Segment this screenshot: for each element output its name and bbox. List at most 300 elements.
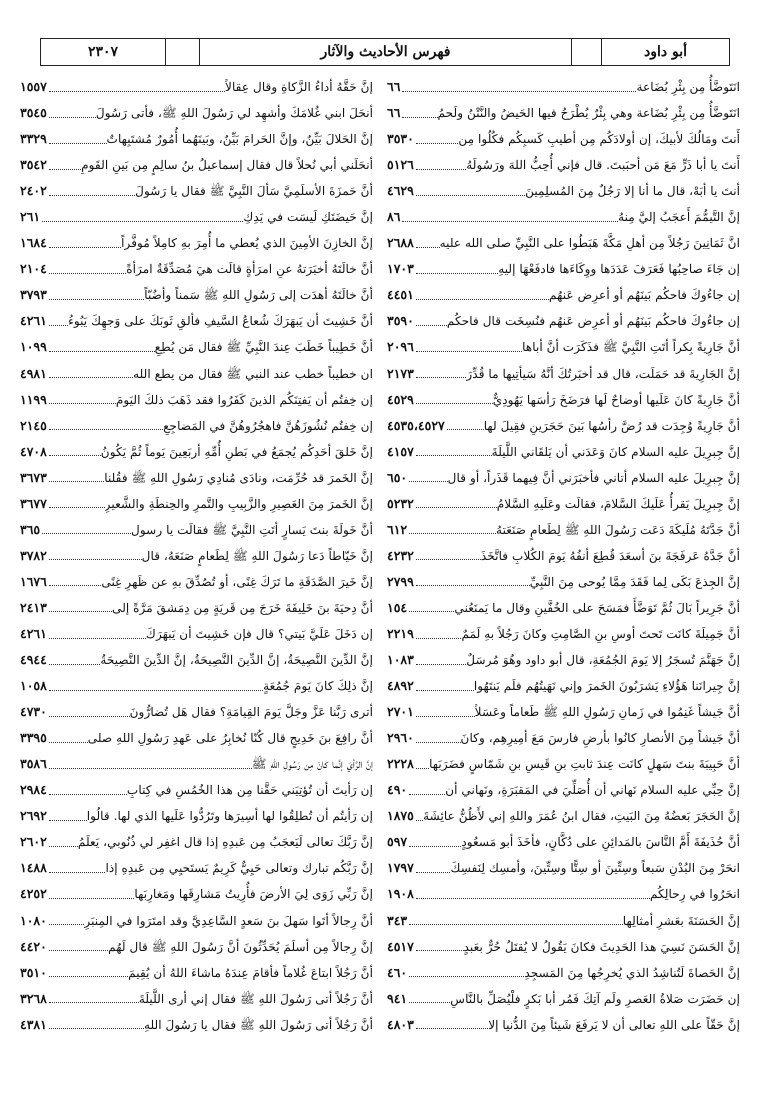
entry-text: أنَّ جَدَّهُ عَرفَجَةَ بنَ أسعَدَ قُطِعَ أنفُهُ يَومَ الكُلابِ فاتَّخَذَ <box>480 548 740 563</box>
dot-leader <box>49 846 78 847</box>
index-entry <box>387 960 740 986</box>
entry-text: إنَّ الجَارِيةَ قد حَمَلَت، قال قد أخبَرتُكَ أنَّهُ سَيأتِيها ما قُدِّرَ <box>466 366 740 381</box>
dot-leader <box>416 559 481 560</box>
index-entry <box>387 439 740 465</box>
index-entry <box>20 491 373 517</box>
entry-text: أَنتَ ومَالُكَ لأبيكَ، إن أولادَكُم مِن أطيبِ كَسبِكُم فكُلُوا مِن <box>458 132 740 147</box>
index-entry <box>20 647 373 673</box>
entry-text: أنَّ خَشِيتَ أن يَبهَرَكَ شُعاعُ السَّيفِ فألقِ ثَوبَكَ على وَجهِكَ يَبُوءُ <box>68 314 373 329</box>
entry-text: إنَّ الخازِنَ الأمِينَ الذي يُعطي ما أُمِرَ بهِ كامِلاً مُوفَّراً <box>121 236 373 251</box>
index-entry <box>20 204 373 230</box>
entry-text: انَتَوضَّأُ مِن بِئْرِ بُضَاعة وهي بِئْرٌ يُطْرَحُ فيها الحَيضُ والنَّتْنُ ولَحمُ <box>437 106 740 121</box>
dot-leader <box>416 325 447 326</box>
index-entry <box>387 282 740 308</box>
entry-number: ٤٧٠٨ <box>20 443 47 459</box>
entry-number: ٣٥٣٠ <box>387 131 414 147</box>
index-columns <box>20 74 740 1084</box>
entry-number: ١٨٧٥ <box>387 808 414 824</box>
entry-number: ٣٥٨٦ <box>20 756 47 772</box>
entry-text: أنَّ جَارِيةً بِكراً أتَتِ النَّبِيَّ ﷺ فذَكَرَت أنَّ أباها <box>522 340 740 355</box>
dot-leader <box>416 195 525 196</box>
index-entry <box>20 230 373 256</box>
entry-number: ٤٥٣٥،٤٥٢٧ <box>387 417 445 433</box>
entry-number: ٣٦٥ <box>20 521 41 537</box>
entry-text: أنَّ حُذَيفَةَ أَمَّ النَّاسَ بالمَدائِنِ على دُكَّانٍ، فأخَذَ أبو مَسعُودٍ <box>461 835 740 850</box>
entry-number: ٤٦٠ <box>387 964 408 980</box>
entry-text: إنَّ جِبرِيلَ عليه السلام أتاني فأخبَرَني أنَّ فِيهما قَذَراً، أو قال <box>447 470 740 485</box>
entry-number: ٥٢٣٢ <box>387 495 414 511</box>
entry-text: أنَّ رَجُلاً أتى رَسُولَ اللهِ ﷺ فقال إني أرى اللَّيلَةَ <box>138 991 373 1006</box>
entry-number: ٢٦١ <box>20 209 41 225</box>
entry-text: إنَّ التَّيمُّمَ أَعجَبُ إليَّ مِنهُ <box>618 210 740 225</box>
index-entry <box>20 960 373 986</box>
index-entry <box>20 74 373 100</box>
entry-text: انَّ ثَمَانِينَ رَجُلاً مِن أهلِ مَكَّةَ هَبَطُوا على النَّبِيِّ صلى الله عليه <box>439 236 740 251</box>
dot-leader <box>49 325 68 326</box>
entry-number: ١٤٨٨ <box>20 860 47 876</box>
page-number: ٢٣٠٧ <box>87 44 119 60</box>
entry-number: ٣٧٨٢ <box>20 547 47 563</box>
dot-leader <box>416 585 530 586</box>
dot-leader <box>49 351 155 352</box>
index-entry <box>387 256 740 282</box>
entry-text: أنَّ خالَتَهُ أهدَت إلى رَسُولِ اللهِ ﷺ سَمناً وأضُبّاً <box>144 288 373 303</box>
dot-leader <box>49 716 130 717</box>
dot-leader <box>49 611 112 612</box>
dot-leader <box>416 169 466 170</box>
index-entry <box>387 100 740 126</box>
dot-leader <box>416 638 462 639</box>
index-entry <box>387 569 740 595</box>
dot-leader <box>447 429 484 430</box>
index-title: فهرس الأحاديث والآثار <box>199 39 571 65</box>
dot-leader <box>409 924 623 925</box>
entry-number: ٤٦٢٩ <box>387 183 414 199</box>
index-entry <box>20 855 373 881</box>
entry-text: إنَّ الرَّأيَ إنَّما كانَ مِن رَسُولِ اللهِ ﷺ <box>251 757 373 772</box>
index-entry <box>20 152 373 178</box>
dot-leader <box>49 481 104 482</box>
entry-text: ان خطيباً خطب عند النبي ﷺ فقال من يطع الله <box>133 366 373 381</box>
index-entry <box>20 178 373 204</box>
index-entry <box>20 725 373 751</box>
dot-leader <box>49 950 108 951</box>
entry-text: إنَّ جِبرِيلَ يَقرأُ عَلَيكَ السَّلامَ، فقالَت وعَلَيهِ السَّلامُ <box>496 496 740 511</box>
index-entry <box>387 491 740 517</box>
entry-number: ٦٦ <box>387 79 401 94</box>
entry-number: ٤٢٣٢ <box>387 547 414 563</box>
entry-number: ١٦٧٦ <box>20 573 47 589</box>
right-column <box>387 74 740 1084</box>
entry-number: ٤٤٥١ <box>387 287 414 303</box>
entry-number: ٦٥٠ <box>387 469 408 485</box>
index-entry <box>387 361 740 387</box>
entry-text: أنَّ رافِعَ بنَ خَدِيجٍ قال كُنّا نُخابِرُ على عَهدِ رَسُولِ اللهِ صلى <box>87 731 373 746</box>
entry-number: ٢٩٨٤ <box>20 782 47 798</box>
dot-leader <box>49 299 144 300</box>
dot-leader <box>416 455 492 456</box>
entry-number: ٤٨٩٢ <box>387 678 414 694</box>
entry-text: انحَرْ مِنَ البُدْنِ سَبعاً وسِتِّينَ أو سِتًّا وسِتِّينَ، وأمسِك لِنَفسِكَ <box>450 861 740 876</box>
entry-number: ٣٢٦٨ <box>20 990 47 1006</box>
entry-number: ٢٢١٩ <box>387 625 414 641</box>
index-entry <box>387 334 740 360</box>
entry-text: إن رَأيتَ أن تُؤتِيَني حَقَّنا مِن هذا الخُمُسِ في كِتابِ <box>126 783 373 798</box>
entry-number: ١٦٨٤ <box>20 235 47 251</box>
entry-text: إنَّ الحَسَنَ نَسِيَ هذا الحَدِيثَ فكانَ يَقُولُ لا يُقتَلُ حُرٌّ بعَبدٍ <box>463 939 740 954</box>
entry-text: إنَّ جِيرانَنا هَؤُلاءِ يَشرَبُونَ الخَمرَ وإني نَهَيتُهُم فلَم يَنتَهُوا <box>473 679 740 694</box>
entry-number: ٤٥١٧ <box>387 938 414 954</box>
entry-text: أنَّ حَمزَةَ الأسلَمِيَّ سَألَ النَّبِيَّ ﷺ فقال يا رَسُولَ <box>135 184 373 199</box>
dot-leader <box>416 507 497 508</box>
dot-leader <box>49 117 96 118</box>
entry-number: ٣٥٤٢ <box>20 157 47 173</box>
index-entry <box>387 986 740 1012</box>
entry-text: أنَّ جَارِيةً وُجِدَت قد رُضَّ رأسُها بَينَ حَجَرَينِ فقِيلَ لها <box>483 418 740 433</box>
entry-text: إنَّ الدِّينَ النَّصِيحَةُ، إنَّ الدِّينَ النَّصِيحَةُ، إنَّ الدِّينَ النَّصِيحَةُ <box>100 653 373 668</box>
dot-leader <box>416 872 451 873</box>
dot-leader <box>416 820 423 821</box>
entry-number: ٢٦٩٢ <box>20 808 47 824</box>
entry-number: ١٠٨٣ <box>387 652 414 668</box>
dot-leader <box>49 143 107 144</box>
entry-text: إنَّ جِبرِيلَ عليه السلام كانَ وَعَدَني أن يَلقَاني اللَّيلَةَ <box>491 444 740 459</box>
dot-leader <box>49 273 126 274</box>
index-entry <box>387 725 740 751</box>
index-entry <box>387 777 740 803</box>
index-entry <box>20 126 373 152</box>
dot-leader <box>49 768 252 769</box>
dot-leader <box>409 1002 450 1003</box>
header-spacer-left <box>165 39 199 65</box>
dot-leader <box>409 611 454 612</box>
entry-text: إنَّ حَيضَتَكِ لَيسَت في يَدِكِ <box>243 210 373 225</box>
entry-number: ٤٢٥٢ <box>20 886 47 902</box>
entry-number: ١٥٥٧ <box>20 79 47 94</box>
entry-text: إنَّ الحَجَرَ بَعضُهُ مِنَ البَيتِ، فقال ابنُ عُمَرَ واللهِ إني لأَظُنُّ عائِشَةَ <box>423 809 740 824</box>
index-entry <box>20 777 373 803</box>
entry-text: إن حَضَرَت صَلاةُ العَصرِ ولَم آتِكَ فَمُر أبا بَكرٍ فلْيُصَلِّ بالنَّاسِ <box>450 991 740 1006</box>
index-entry <box>20 803 373 829</box>
entry-text: أَنتَ يا أبا ذَرٍّ مَعَ مَن أحبَبتَ. قال فإني أُحِبُّ اللهَ ورَسُولَهُ <box>466 158 740 173</box>
dot-leader <box>49 1028 144 1029</box>
dot-leader <box>49 507 105 508</box>
dot-leader <box>49 976 128 977</box>
entry-text: إنَّ الحَسَنَةَ بعَشرِ أمثالِها <box>622 913 740 928</box>
index-entry <box>20 986 373 1012</box>
index-entry <box>20 439 373 465</box>
entry-number: ٣٥٩٠ <box>387 313 414 329</box>
entry-number: ٤٣٨١ <box>20 1016 47 1032</box>
entry-number: ٢٦٨٨ <box>387 235 414 251</box>
dot-leader <box>42 533 131 534</box>
index-entry <box>387 595 740 621</box>
entry-number: ٩٤١ <box>387 990 408 1006</box>
dot-leader <box>416 950 464 951</box>
entry-text: أنحَلَني أبي نُحلاً قال فقال إسماعيلُ بنُ سالِمٍ مِن بَينِ القَومِ <box>81 158 373 173</box>
entry-number: ٤٨٠٣ <box>387 1016 414 1032</box>
entry-number: ٤٩٠ <box>387 782 408 798</box>
entry-number: ٣٣٢٩ <box>20 131 47 147</box>
dot-leader <box>416 742 461 743</box>
index-entry <box>387 543 740 569</box>
entry-number: ٤٥٢٩ <box>387 391 414 407</box>
dot-leader <box>416 403 493 404</box>
header-spacer-right <box>571 39 601 65</box>
dot-leader <box>49 742 88 743</box>
entry-number: ٢٧٩٩ <box>387 573 414 589</box>
index-entry <box>387 934 740 960</box>
dot-leader <box>409 533 496 534</box>
entry-text: إنَّ رَبِّي زَوَى لِيَ الأرضَ فأُرِيتُ مَشارِقَها ومَغارِبَها <box>134 887 373 902</box>
dot-leader <box>49 1002 139 1003</box>
entry-text: إن خِفتُم أن يَفتِنَكُم الذينَ كَفَرُوا فقد ذَهَبَ ذلكَ اليَومَ <box>115 392 373 407</box>
index-entry <box>20 334 373 360</box>
dot-leader <box>416 1028 488 1029</box>
index-entry <box>387 908 740 934</box>
index-entry <box>387 74 740 100</box>
dot-leader <box>49 690 263 691</box>
entry-text: أنَّ حَبِيبَةَ بنتَ سَهلٍ كانَت عِندَ ثابتِ بنِ قَيسِ بنِ شَمّاسٍ فضَرَبَها <box>429 757 740 772</box>
entry-number: ٣٤٣ <box>387 912 408 928</box>
entry-number: ٨٦ <box>387 209 401 225</box>
entry-text: إنَّ الجِذعَ بَكَى لِما فَقَدَ مِمَّا يُوحى مِنَ النَّبِيِّ <box>529 574 740 589</box>
index-entry <box>20 621 373 647</box>
index-entry <box>387 647 740 673</box>
entry-number: ٢١٤٥ <box>20 417 47 433</box>
index-entry <box>387 204 740 230</box>
index-entry <box>20 413 373 439</box>
page-header <box>40 38 730 66</box>
entry-number: ٥٩٧ <box>387 834 408 850</box>
entry-text: إنَّ خَيرَ الصَّدَقَةِ ما تَرَكَ غِنًى، أو تُصُدِّقَ بهِ عن ظَهرِ غِنًى <box>101 574 373 589</box>
entry-text: أنَّ دِحيَةَ بنَ خَلِيفَةَ خَرَجَ مِن قَريَةٍ مِن دِمَشقَ مَرَّةً إلى <box>112 600 373 615</box>
dot-leader <box>49 429 163 430</box>
entry-number: ٤١٥٧ <box>387 443 414 459</box>
entry-text: إنَّ الحَصاةَ لَتُناشِدُ الذي يُخرِجُها مِنَ المَسجِدِ <box>524 965 740 980</box>
dot-leader <box>49 169 81 170</box>
entry-number: ١٧٩٧ <box>387 860 414 876</box>
entry-text: إنَّ رِجالاً مِن أسلَمَ يُحَدِّثُونَ أنَّ رَسُولَ اللهِ ﷺ قال لَهُم <box>108 939 373 954</box>
index-entry <box>20 308 373 334</box>
entry-text: إن خِفتُم نُشُوزَهُنَّ فاهجُرُوهُنَّ في المَضاجِعِ <box>163 418 373 433</box>
dot-leader <box>416 299 549 300</box>
entry-number: ٣٥٤٥ <box>20 105 47 121</box>
entry-text: إن جاءُوكَ فاحكُم بَينَهُم أو أعرِض عَنهُم <box>549 288 740 303</box>
entry-number: ١٠٨٠ <box>20 912 47 928</box>
index-entry <box>387 152 740 178</box>
index-entry <box>387 178 740 204</box>
index-entry <box>387 621 740 647</box>
index-entry <box>387 126 740 152</box>
book-title: أبو داود <box>601 39 729 65</box>
entry-text: إن جَاءَ صاحِبُها فَعَرَفَ عَدَدَها ووِكَاءَها فادفَعْهَا إليهِ <box>498 262 740 277</box>
index-entry <box>20 361 373 387</box>
dot-leader <box>416 247 440 248</box>
dot-leader <box>416 690 474 691</box>
entry-text: إنَّ جَهَنَّمَ تُسجَرُ إلا يَومَ الجُمُعَةِ، قال أبو داود وهُوَ مُرسَلٌ <box>466 653 740 668</box>
entry-text: أنحَلَ ابني غُلامَكَ وأشهِد لي رَسُولَ اللهِ ﷺ، فأتى رَسُولَ <box>95 106 373 121</box>
dot-leader <box>402 91 636 92</box>
dot-leader <box>49 377 133 378</box>
entry-number: ٢١٧٣ <box>387 365 414 381</box>
entry-number: ٢٤٠٢ <box>20 183 47 199</box>
index-entry <box>387 517 740 543</box>
dot-leader <box>402 117 437 118</box>
dot-leader <box>416 768 429 769</box>
entry-number: ٣٦٧٧ <box>20 495 47 511</box>
index-entry <box>387 308 740 334</box>
index-entry <box>20 100 373 126</box>
left-column <box>20 74 373 1084</box>
dot-leader <box>49 872 106 873</box>
index-entry <box>387 413 740 439</box>
entry-number: ٣٦٧٣ <box>20 469 47 485</box>
dot-leader <box>416 898 650 899</box>
index-entry <box>387 829 740 855</box>
entry-number: ٣٣٩٥ <box>20 730 47 746</box>
index-entry <box>387 881 740 907</box>
entry-text: إن رَأيتُم أن تُطلِقُوا لها أسِيرَها وتَرُدُّوا عَلَيها الذي لها. قالُوا <box>86 809 373 824</box>
entry-text: إنَّ رَبَّكَ تعالى لَيَعجَبُ مِن عَبدِهِ إذا قال اغفِر لي ذُنُوبي، يَعلَمُ <box>77 835 373 850</box>
dot-leader <box>409 846 461 847</box>
dot-leader <box>49 664 100 665</box>
entry-number: ١٠٥٨ <box>20 678 47 694</box>
entry-number: ١٠٩٩ <box>20 339 47 355</box>
index-entry <box>387 465 740 491</box>
entry-text: إنَّ الخَمرَ قد حُرِّمَت، ونادَى مُنادِي رَسُولِ اللهِ ﷺ فقُلنا <box>104 470 373 485</box>
index-entry <box>387 1012 740 1038</box>
index-entry <box>20 595 373 621</box>
entry-number: ٢٤١٣ <box>20 599 47 615</box>
dot-leader <box>49 195 135 196</box>
entry-number: ٢٦٠٢ <box>20 834 47 850</box>
entry-text: أنَّ رَجُلاً أتى رَسُولَ اللهِ ﷺ فقال يا رَسُولَ اللهِ <box>143 1017 373 1032</box>
entry-text: إنَّ خَلقَ أحَدِكُم يُجمَعُ في بَطنِ أُمِّهِ أربَعِينَ يَوماً ثُمَّ يَكُونُ <box>100 444 373 459</box>
dot-leader <box>416 273 498 274</box>
dot-leader <box>49 898 135 899</box>
entry-text: انحَرُوا في رِحالِكُم <box>649 887 740 902</box>
entry-text: إن دَخَلَ عَلَيَّ بَيتي؟ قال فإن خَشِيتَ أن يَبهَرَكَ <box>145 626 373 641</box>
index-entry <box>20 465 373 491</box>
entry-number: ٢١٠٤ <box>20 261 47 277</box>
dot-leader <box>49 924 85 925</box>
entry-number: ١٧٠٣ <box>387 261 414 277</box>
entry-number: ٤٢٦١ <box>20 313 47 329</box>
dot-leader <box>409 976 524 977</box>
entry-text: إن جاءُوكَ فاحكُم بَينَهُم أو أعرِض عَنهُم فنُسِخَت قال فاحكُم <box>446 314 740 329</box>
dot-leader <box>402 221 618 222</box>
entry-number: ٢٩٦٠ <box>387 730 414 746</box>
entry-text: إنَّ رَبَّكُم تبارك وتعالى حَيِيٌّ كَرِيمٌ يَستَحيِي مِن عَبدِهِ إذا <box>105 861 373 876</box>
entry-number: ٢٠٩٦ <box>387 339 414 355</box>
index-entry <box>387 230 740 256</box>
index-entry <box>387 699 740 725</box>
entry-text: أنَّ جَارِيةً كانَ عَلَيها أوضاحٌ لَها فرَضَخَ رَأسَها يَهُودِيٌّ <box>492 392 740 407</box>
entry-text: أنَّ خَطِيباً خَطَبَ عِندَ النَّبِيِّ ﷺ فقال مَن يُطِعِ <box>154 340 373 355</box>
dot-leader <box>416 664 466 665</box>
dot-leader <box>416 377 467 378</box>
dot-leader <box>49 455 101 456</box>
index-entry <box>20 256 373 282</box>
entry-text: أنَّ جَيشاً غَنِمُوا في زَمانِ رَسُولِ اللهِ ﷺ طَعاماً وعَسَلاً <box>474 705 740 720</box>
entry-text: أنَّ رَجُلاً ابتاعَ غُلاماً فأقامَ عِندَهُ ماشاءَ اللهُ أن يُقِيمَ <box>128 965 373 980</box>
entry-text: إنَّ حَقّاً على اللهِ تعالى أن لا يَرفَعَ شَيئاً مِنَ الدُّنيا إلا <box>488 1017 740 1032</box>
entry-text: أنَّ رِجالاً أتَوا سَهلَ بنَ سَعدٍ السَّاعِدِيَّ وقد امتَرَوا في المِنبَرِ <box>84 913 373 928</box>
dot-leader <box>42 221 243 222</box>
index-entry <box>20 881 373 907</box>
entry-number: ٦١٢ <box>387 521 408 537</box>
entry-number: ٣٧٩٣ <box>20 287 47 303</box>
entry-text: أترى رَبَّنا عَزَّ وجَلَّ يَومَ القِيامَةِ؟ فقال هَل تُضارُّونَ <box>129 705 373 720</box>
entry-text: إنَّ الحَلالَ بَيِّنٌ، وإنَّ الحَرامَ بَيِّنٌ، وبَينَهُما أُمُورٌ مُشتَبِهاتٌ <box>106 132 373 147</box>
entry-number: ٢٢٢٨ <box>387 756 414 772</box>
dot-leader <box>409 794 445 795</box>
entry-text: أنَّ جَيشاً مِنَ الأنصارِ كانُوا بأرضِ فارسَ مَعَ أمِيرِهِم، وكانَ <box>460 731 740 746</box>
entry-number: ٦٦ <box>387 105 401 121</box>
dot-leader <box>49 585 101 586</box>
index-entry <box>20 1012 373 1038</box>
entry-number: ٤٢٦١ <box>20 625 47 641</box>
dot-leader <box>416 143 458 144</box>
index-entry <box>387 855 740 881</box>
entry-text: إنَّ الخَمرَ مِنَ العَصِيرِ والزَّبِيبِ والتَّمرِ والحِنطَةِ والشَّعيرِ <box>104 496 373 511</box>
dot-leader <box>49 820 87 821</box>
index-entry <box>20 543 373 569</box>
index-entry <box>387 673 740 699</box>
index-entry <box>20 829 373 855</box>
entry-number: ٤٧٣٠ <box>20 704 47 720</box>
dot-leader <box>49 559 142 560</box>
dot-leader <box>49 794 127 795</box>
dot-leader <box>416 716 475 717</box>
index-entry <box>20 387 373 413</box>
entry-number: ١٩٠٨ <box>387 886 414 902</box>
dot-leader <box>49 638 146 639</box>
entry-text: إنَّ حَقَّهُ أداءُ الزَّكاةِ وقال عِقالاً <box>225 80 373 94</box>
entry-text: إنَّ خَيّاطاً دَعا رَسُولَ اللهِ ﷺ لِطَعامٍ صَنَعَهُ، قال <box>141 548 373 563</box>
entry-number: ١٥٤ <box>387 599 408 615</box>
entry-text: أنَّ جَرِيراً بَالَ ثُمَّ تَوَضَّأَ فمَسَحَ على الخُفَّينِ وقال ما يَمنَعُني <box>454 600 740 615</box>
dot-leader <box>49 403 116 404</box>
entry-number: ١١٩٩ <box>20 391 47 407</box>
entry-text: أنَّ جَمِيلَةَ كانَت تَحتَ أوسِ بنِ الصَّامِتِ وكانَ رَجُلاً بهِ لَمَمٌ <box>461 626 740 641</box>
entry-number: ٤٩٤٤ <box>20 652 47 668</box>
entry-number: ٤٩٨١ <box>20 365 47 381</box>
index-entry <box>20 908 373 934</box>
index-entry <box>20 673 373 699</box>
entry-text: إنَّ ذلِكَ كانَ يَومَ جُمُعَةٍ <box>263 679 373 694</box>
entry-number: ٢٧٠١ <box>387 704 414 720</box>
index-entry <box>20 282 373 308</box>
entry-text: إنَّ حِبِّي عليه السلام نَهاني أن أُصَلِّيَ في المَقبَرَةِ، ونَهاني أن <box>445 783 740 798</box>
entry-text: أنَّ جَدَّتَهُ مُلَيكَةَ دَعَت رَسُولَ اللهِ ﷺ لِطَعامٍ صَنَعَتهُ <box>496 522 740 537</box>
index-entry <box>20 569 373 595</box>
dot-leader <box>409 481 448 482</box>
index-entry <box>20 934 373 960</box>
index-entry <box>387 751 740 777</box>
entry-number: ٥١٢٦ <box>387 157 414 173</box>
entry-text: أنَّ خَولَةَ بنتَ يَسارٍ أتَتِ النَّبِيَّ ﷺ فقالَت يا رسول <box>130 522 373 537</box>
entry-number: ٤٤٢٠ <box>20 938 47 954</box>
entry-text: انَتَوضَّأُ مِن بِئْرِ بُضَاعة <box>636 80 740 94</box>
dot-leader <box>416 351 522 352</box>
index-entry <box>387 803 740 829</box>
index-entry <box>20 517 373 543</box>
index-entry <box>20 699 373 725</box>
entry-text: أنتَ يا أبَهْ، قال ما أنا إلا رَجُلٌ مِنَ المُسلِمِينَ <box>525 184 740 199</box>
entry-number: ٣٥١٠ <box>20 964 47 980</box>
